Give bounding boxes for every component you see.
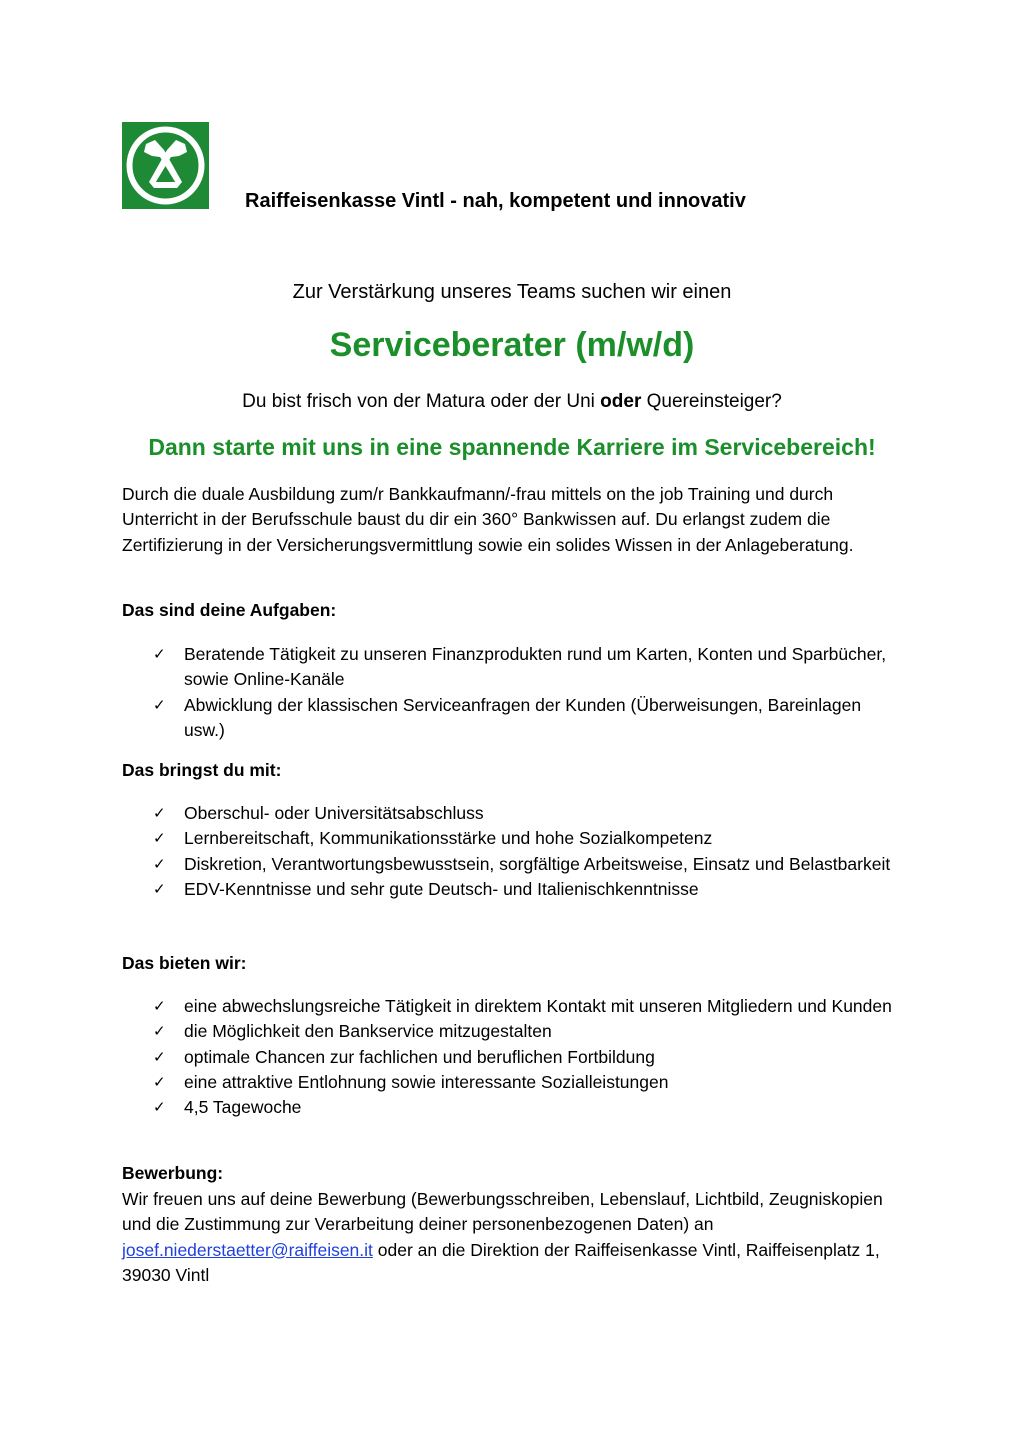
check-icon: ✓ bbox=[153, 1072, 166, 1091]
check-icon: ✓ bbox=[153, 1098, 166, 1117]
question-part2: Quereinsteiger? bbox=[641, 391, 782, 412]
question-bold: oder bbox=[600, 391, 642, 412]
list-item: ✓ die Möglichkeit den Bankservice mitzugestalten bbox=[122, 1019, 902, 1044]
list-item: ✓ EDV-Kenntnisse und sehr gute Deutsch- und Italienischkenntnisse bbox=[122, 877, 902, 902]
list-item: ✓ Abwicklung der klassischen Serviceanfragen der Kunden (Überweisungen, Bareinlagen usw.) bbox=[153, 694, 862, 740]
check-icon: ✓ bbox=[153, 997, 166, 1015]
offer-list bbox=[122, 994, 902, 1120]
list-item: ✓ 4,5 Tagewoche bbox=[122, 1095, 902, 1120]
job-title: Serviceberater (m/w/d) bbox=[329, 326, 695, 364]
application-heading: Bewerbung: bbox=[122, 1163, 224, 1183]
crossed-horse-heads-icon bbox=[122, 122, 209, 209]
raiffeisen-logo-icon bbox=[122, 122, 209, 209]
intro-line: Zur Verstärkung unseres Teams suchen wir einen bbox=[292, 281, 732, 303]
tasks-heading: Das sind deine Aufgaben: bbox=[122, 600, 337, 620]
application-text: Wir freuen uns auf deine Bewerbung (Bewerbungsschreiben, Lebenslauf, Lichtbild, Zeugniskopien und die Zustimmung zur Verarbeitung deiner personenbezogenen Daten) an josef.niederstaetter@raiffeisen.it oder an die Direktion der Raiffeisenkasse Vintl, Raiffeisenplatz 1, 39030 Vintl bbox=[122, 1189, 883, 1285]
check-icon: ✓ bbox=[153, 645, 166, 663]
list-item: ✓ Beratende Tätigkeit zu unseren Finanzprodukten rund um Karten, Konten und Sparbücher, sowie Online-Kanäle bbox=[153, 644, 887, 690]
job-description: Durch die duale Ausbildung zum/r Bankkaufmann/-frau mittels on the job Training und durch Unterricht in der Berufsschule baust du dir ein 360° Bankwissen auf. Du erlangst zudem die Zertifizierung in der Versicherungsvermittlung sowie ein solides Wissen in der Anlageberatung. bbox=[122, 484, 854, 555]
check-icon: ✓ bbox=[153, 854, 166, 873]
list-item: ✓ optimale Chancen zur fachlichen und beruflichen Fortbildung bbox=[122, 1045, 902, 1070]
offer-heading: Das bieten wir: bbox=[122, 953, 247, 973]
list-item: ✓ Diskretion, Verantwortungsbewusstsein, sorgfältige Arbeitsweise, Einsatz und Belastbarkeit bbox=[122, 852, 902, 877]
list-item: ✓ Lernbereitschaft, Kommunikationsstärke und hohe Sozialkompetenz bbox=[122, 826, 902, 851]
check-icon: ✓ bbox=[153, 879, 166, 898]
requirements-list bbox=[122, 801, 902, 902]
check-icon: ✓ bbox=[153, 829, 166, 848]
list-item: ✓ eine attraktive Entlohnung sowie interessante Sozialleistungen bbox=[122, 1070, 902, 1095]
company-tagline: Raiffeisenkasse Vintl - nah, kompetent und innovativ bbox=[245, 190, 746, 212]
check-icon: ✓ bbox=[153, 1022, 166, 1041]
check-icon: ✓ bbox=[153, 1047, 166, 1066]
career-tagline: Dann starte mit uns in eine spannende Karriere im Servicebereich! bbox=[148, 434, 876, 460]
target-question bbox=[0, 391, 1024, 413]
question-part1: Du bist frisch von der Matura oder der Uni bbox=[242, 391, 601, 412]
list-item: ✓ eine abwechslungsreiche Tätigkeit in direktem Kontakt mit unseren Mitgliedern und Kunden bbox=[122, 994, 902, 1019]
requirements-heading: Das bringst du mit: bbox=[122, 760, 282, 780]
email-link[interactable]: josef.niederstaetter@raiffeisen.it bbox=[122, 1239, 373, 1260]
list-item: ✓ Oberschul- oder Universitätsabschluss bbox=[122, 801, 902, 826]
tasks-list bbox=[122, 642, 902, 743]
check-icon: ✓ bbox=[153, 695, 166, 714]
check-icon: ✓ bbox=[153, 804, 166, 822]
